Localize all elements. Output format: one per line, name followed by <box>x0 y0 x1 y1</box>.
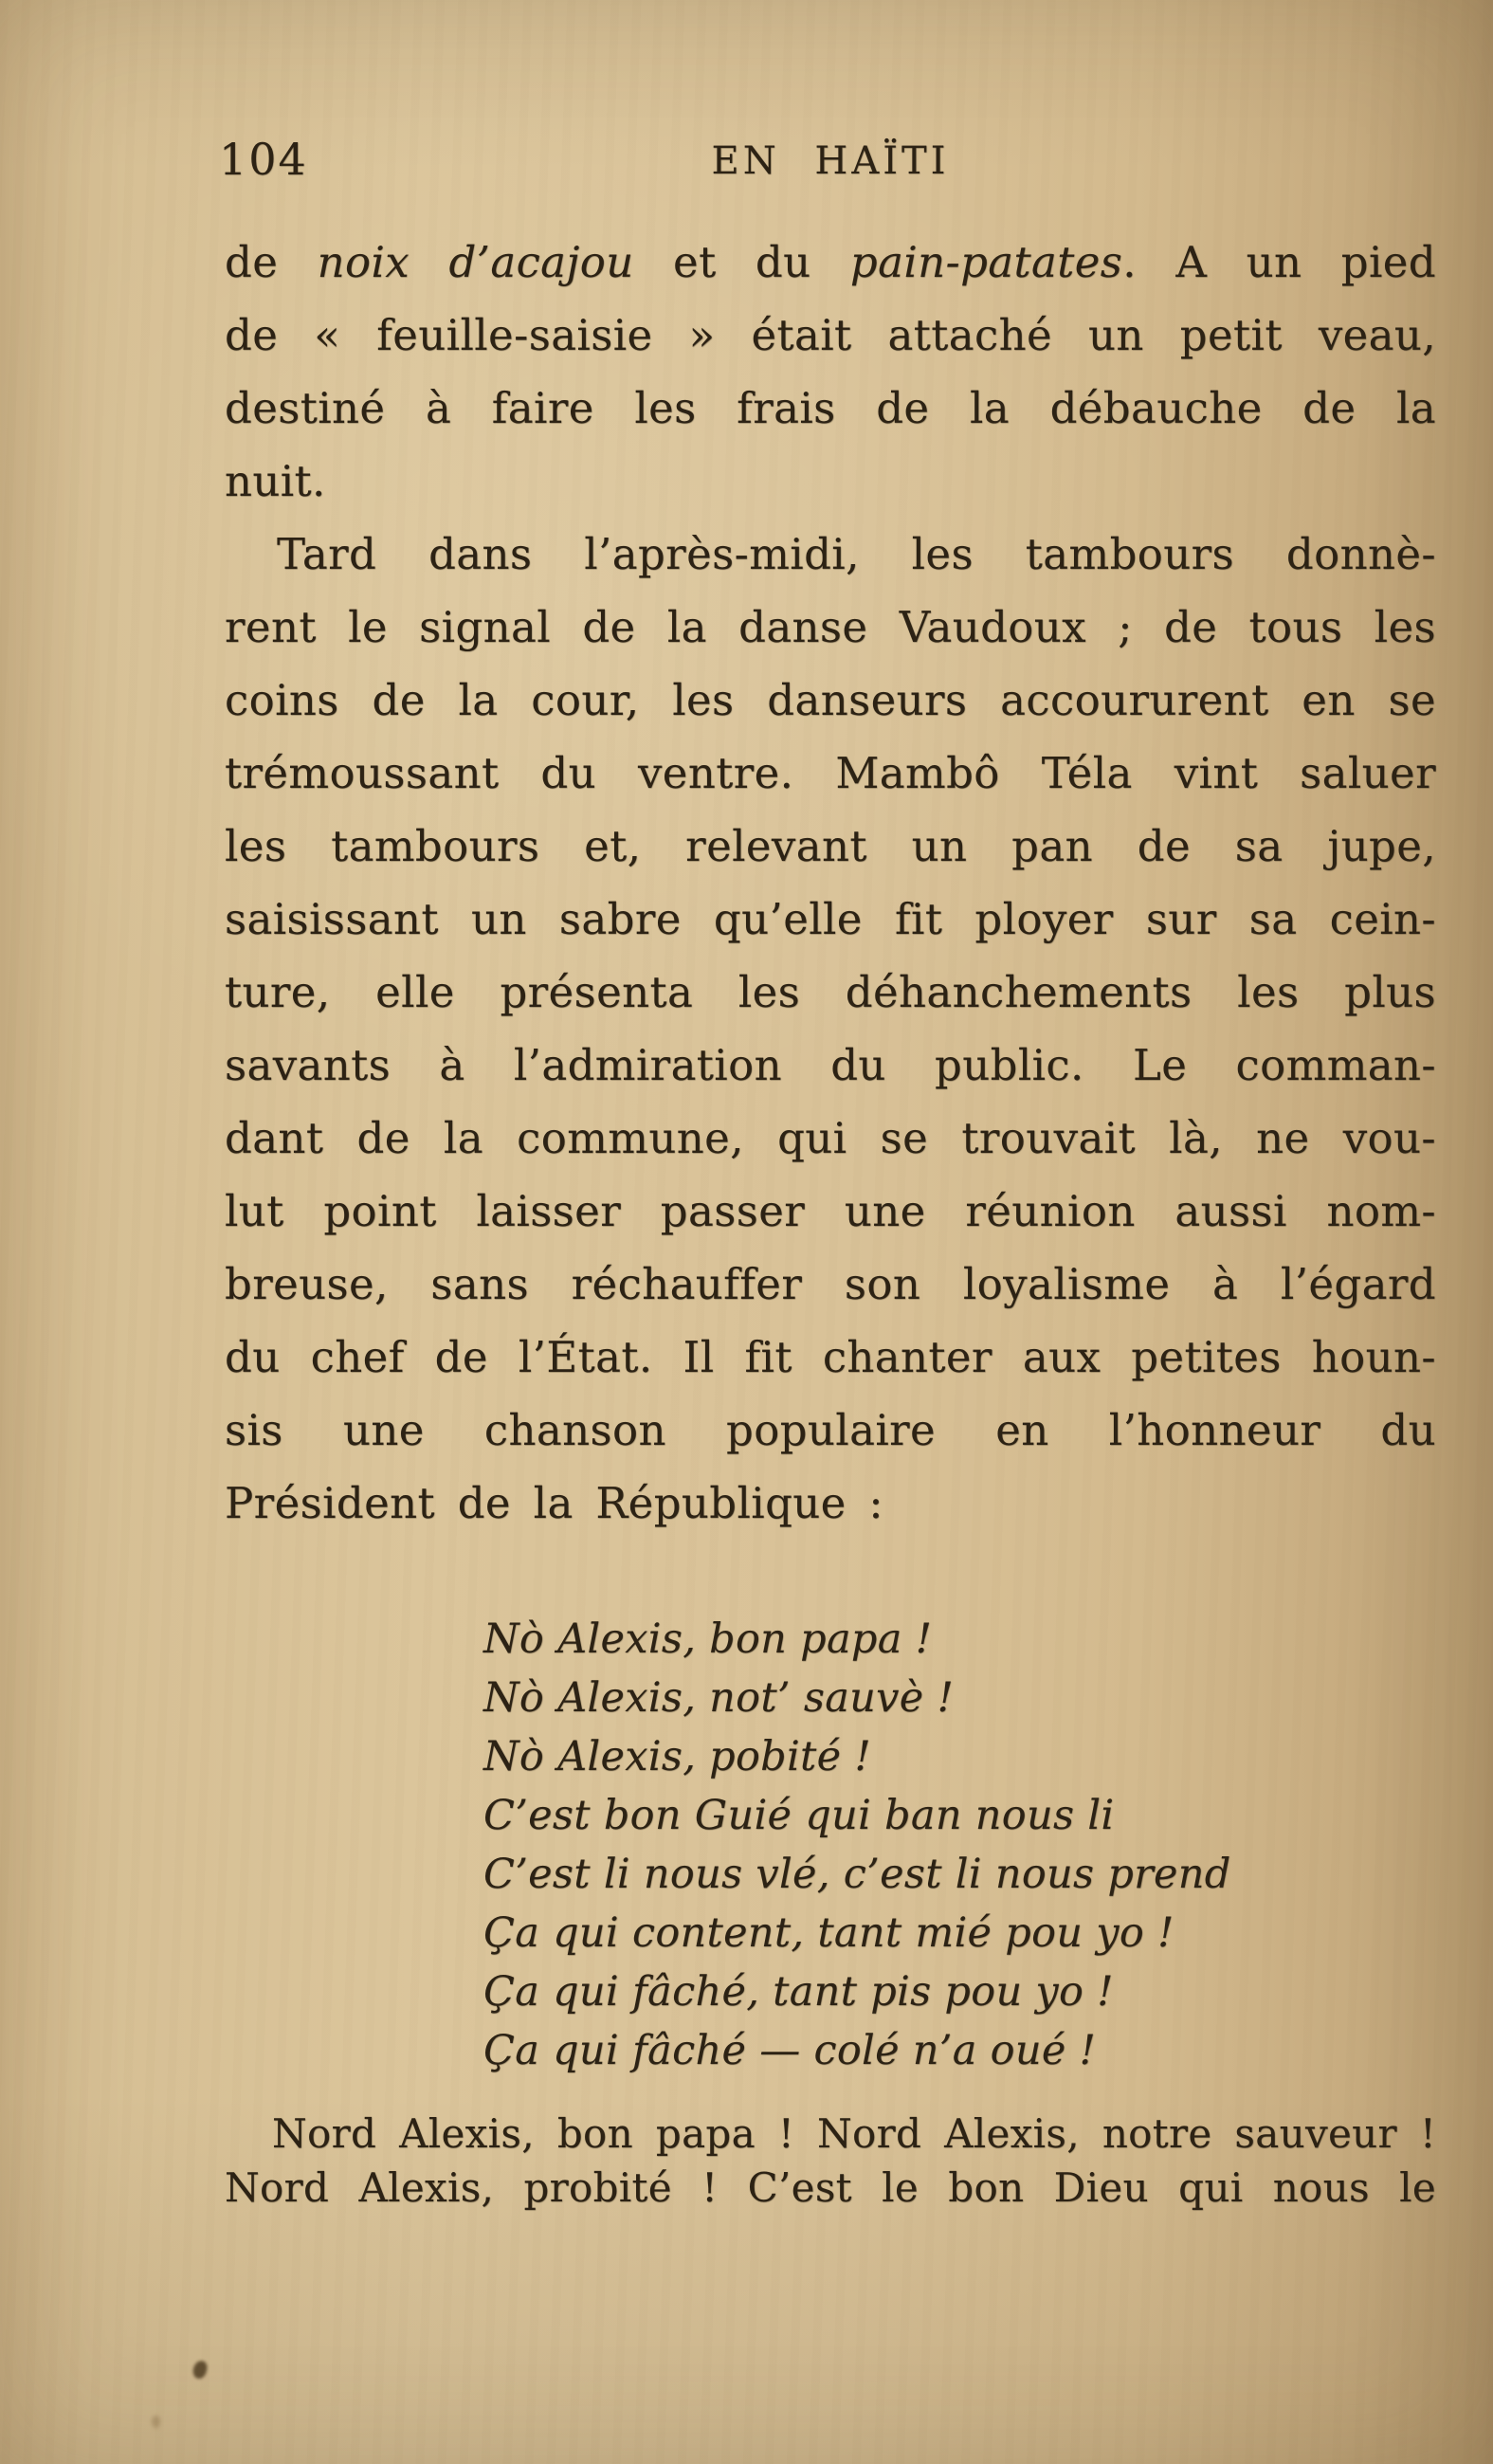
text-line <box>225 1175 1436 1248</box>
text-line <box>225 1248 1436 1321</box>
text-line <box>225 445 1436 518</box>
text-segment: Tard dans l’après-midi, les tambours donnè- <box>277 529 1436 579</box>
text-segment: C’est bon Guié qui ban nous li <box>483 1792 1115 1839</box>
text-line <box>225 1394 1436 1467</box>
text-line <box>225 1467 1436 1540</box>
page-number: 104 <box>219 134 308 185</box>
text-line <box>225 1321 1436 1394</box>
creole-song-verse <box>483 1610 1436 2080</box>
text-segment: Ça qui fâché, tant pis pou yo ! <box>483 1968 1114 2016</box>
text-segment: dant de la commune, qui se trouvait là, ne vou- <box>225 1113 1436 1163</box>
text-line <box>225 299 1436 372</box>
text-line <box>225 664 1436 737</box>
page-header <box>219 134 1436 187</box>
text-segment: saisissant un sabre qu’elle fit ployer sur sa cein- <box>225 894 1436 944</box>
narrative-paragraph <box>225 518 1436 1540</box>
text-line <box>225 591 1436 664</box>
page-content <box>225 226 1436 2215</box>
text-segment: Nord Alexis, probité ! C’est le bon Dieu qui nous le <box>225 2164 1436 2211</box>
text-segment: coins de la cour, les danseurs accoururent en se <box>225 675 1436 725</box>
verse-line <box>483 2021 1436 2080</box>
running-title: EN HAÏTI <box>711 139 950 183</box>
text-segment: Ça qui content, tant mié pou yo ! <box>483 1909 1174 1957</box>
text-segment: lut point laisser passer une réunion aussi nom- <box>225 1186 1436 1236</box>
ink-spot <box>191 2360 209 2381</box>
verse-line <box>483 1610 1436 1669</box>
text-segment: ture, elle présenta les déhanchements les plus <box>225 967 1436 1017</box>
italic-text-segment: noix d’acajou <box>317 237 634 287</box>
text-segment: savants à l’admiration du public. Le comman- <box>225 1040 1436 1090</box>
text-line <box>225 737 1436 810</box>
text-segment: nuit. <box>225 456 326 506</box>
verse-line <box>483 1904 1436 1962</box>
text-segment: de <box>225 237 318 287</box>
text-segment: du chef de l’État. Il fit chanter aux petites houn- <box>225 1332 1436 1382</box>
verse-line <box>483 1786 1436 1845</box>
text-segment: Nò Alexis, bon papa ! <box>483 1615 933 1663</box>
text-segment: rent le signal de la danse Vaudoux ; de tous les <box>225 602 1436 652</box>
text-segment: Nò Alexis, not’ sauvè ! <box>483 1674 955 1722</box>
verse-line <box>483 1669 1436 1727</box>
text-line <box>225 1029 1436 1102</box>
text-line <box>225 810 1436 883</box>
verse-line <box>483 1727 1436 1786</box>
text-segment: les tambours et, relevant un pan de sa jupe, <box>225 821 1436 871</box>
text-segment: Nò Alexis, pobité ! <box>483 1733 871 1780</box>
text-segment: breuse, sans réchauffer son loyalisme à l’égard <box>225 1259 1436 1309</box>
verse-line <box>483 1962 1436 2021</box>
translation-paragraph <box>225 2107 1436 2215</box>
text-segment: trémoussant du ventre. Mambô Téla vint saluer <box>225 748 1436 798</box>
text-segment: . A un pied <box>1122 237 1436 287</box>
text-line <box>225 226 1436 299</box>
text-segment: destiné à faire les frais de la débauche de la <box>225 383 1436 433</box>
text-segment: C’est li nous vlé, c’est li nous prend <box>483 1851 1231 1898</box>
continuation-paragraph <box>225 226 1436 518</box>
text-line <box>225 1102 1436 1175</box>
text-line <box>225 372 1436 445</box>
text-line <box>225 956 1436 1029</box>
text-line <box>225 2161 1436 2215</box>
text-segment: Ça qui fâché — colé n’a oué ! <box>483 2027 1097 2074</box>
text-line <box>225 2107 1436 2161</box>
ink-speck <box>152 2416 160 2428</box>
text-segment: et du <box>633 237 850 287</box>
text-segment: sis une chanson populaire en l’honneur du <box>225 1405 1436 1455</box>
text-segment: de « feuille-saisie » était attaché un petit veau, <box>225 310 1436 360</box>
italic-text-segment: pain-patates <box>849 237 1123 287</box>
text-segment: Président de la République : <box>225 1478 883 1528</box>
verse-line <box>483 1845 1436 1904</box>
text-line <box>225 518 1436 591</box>
text-line <box>225 883 1436 956</box>
text-segment: Nord Alexis, bon papa ! Nord Alexis, notre sauveur ! <box>272 2110 1436 2157</box>
